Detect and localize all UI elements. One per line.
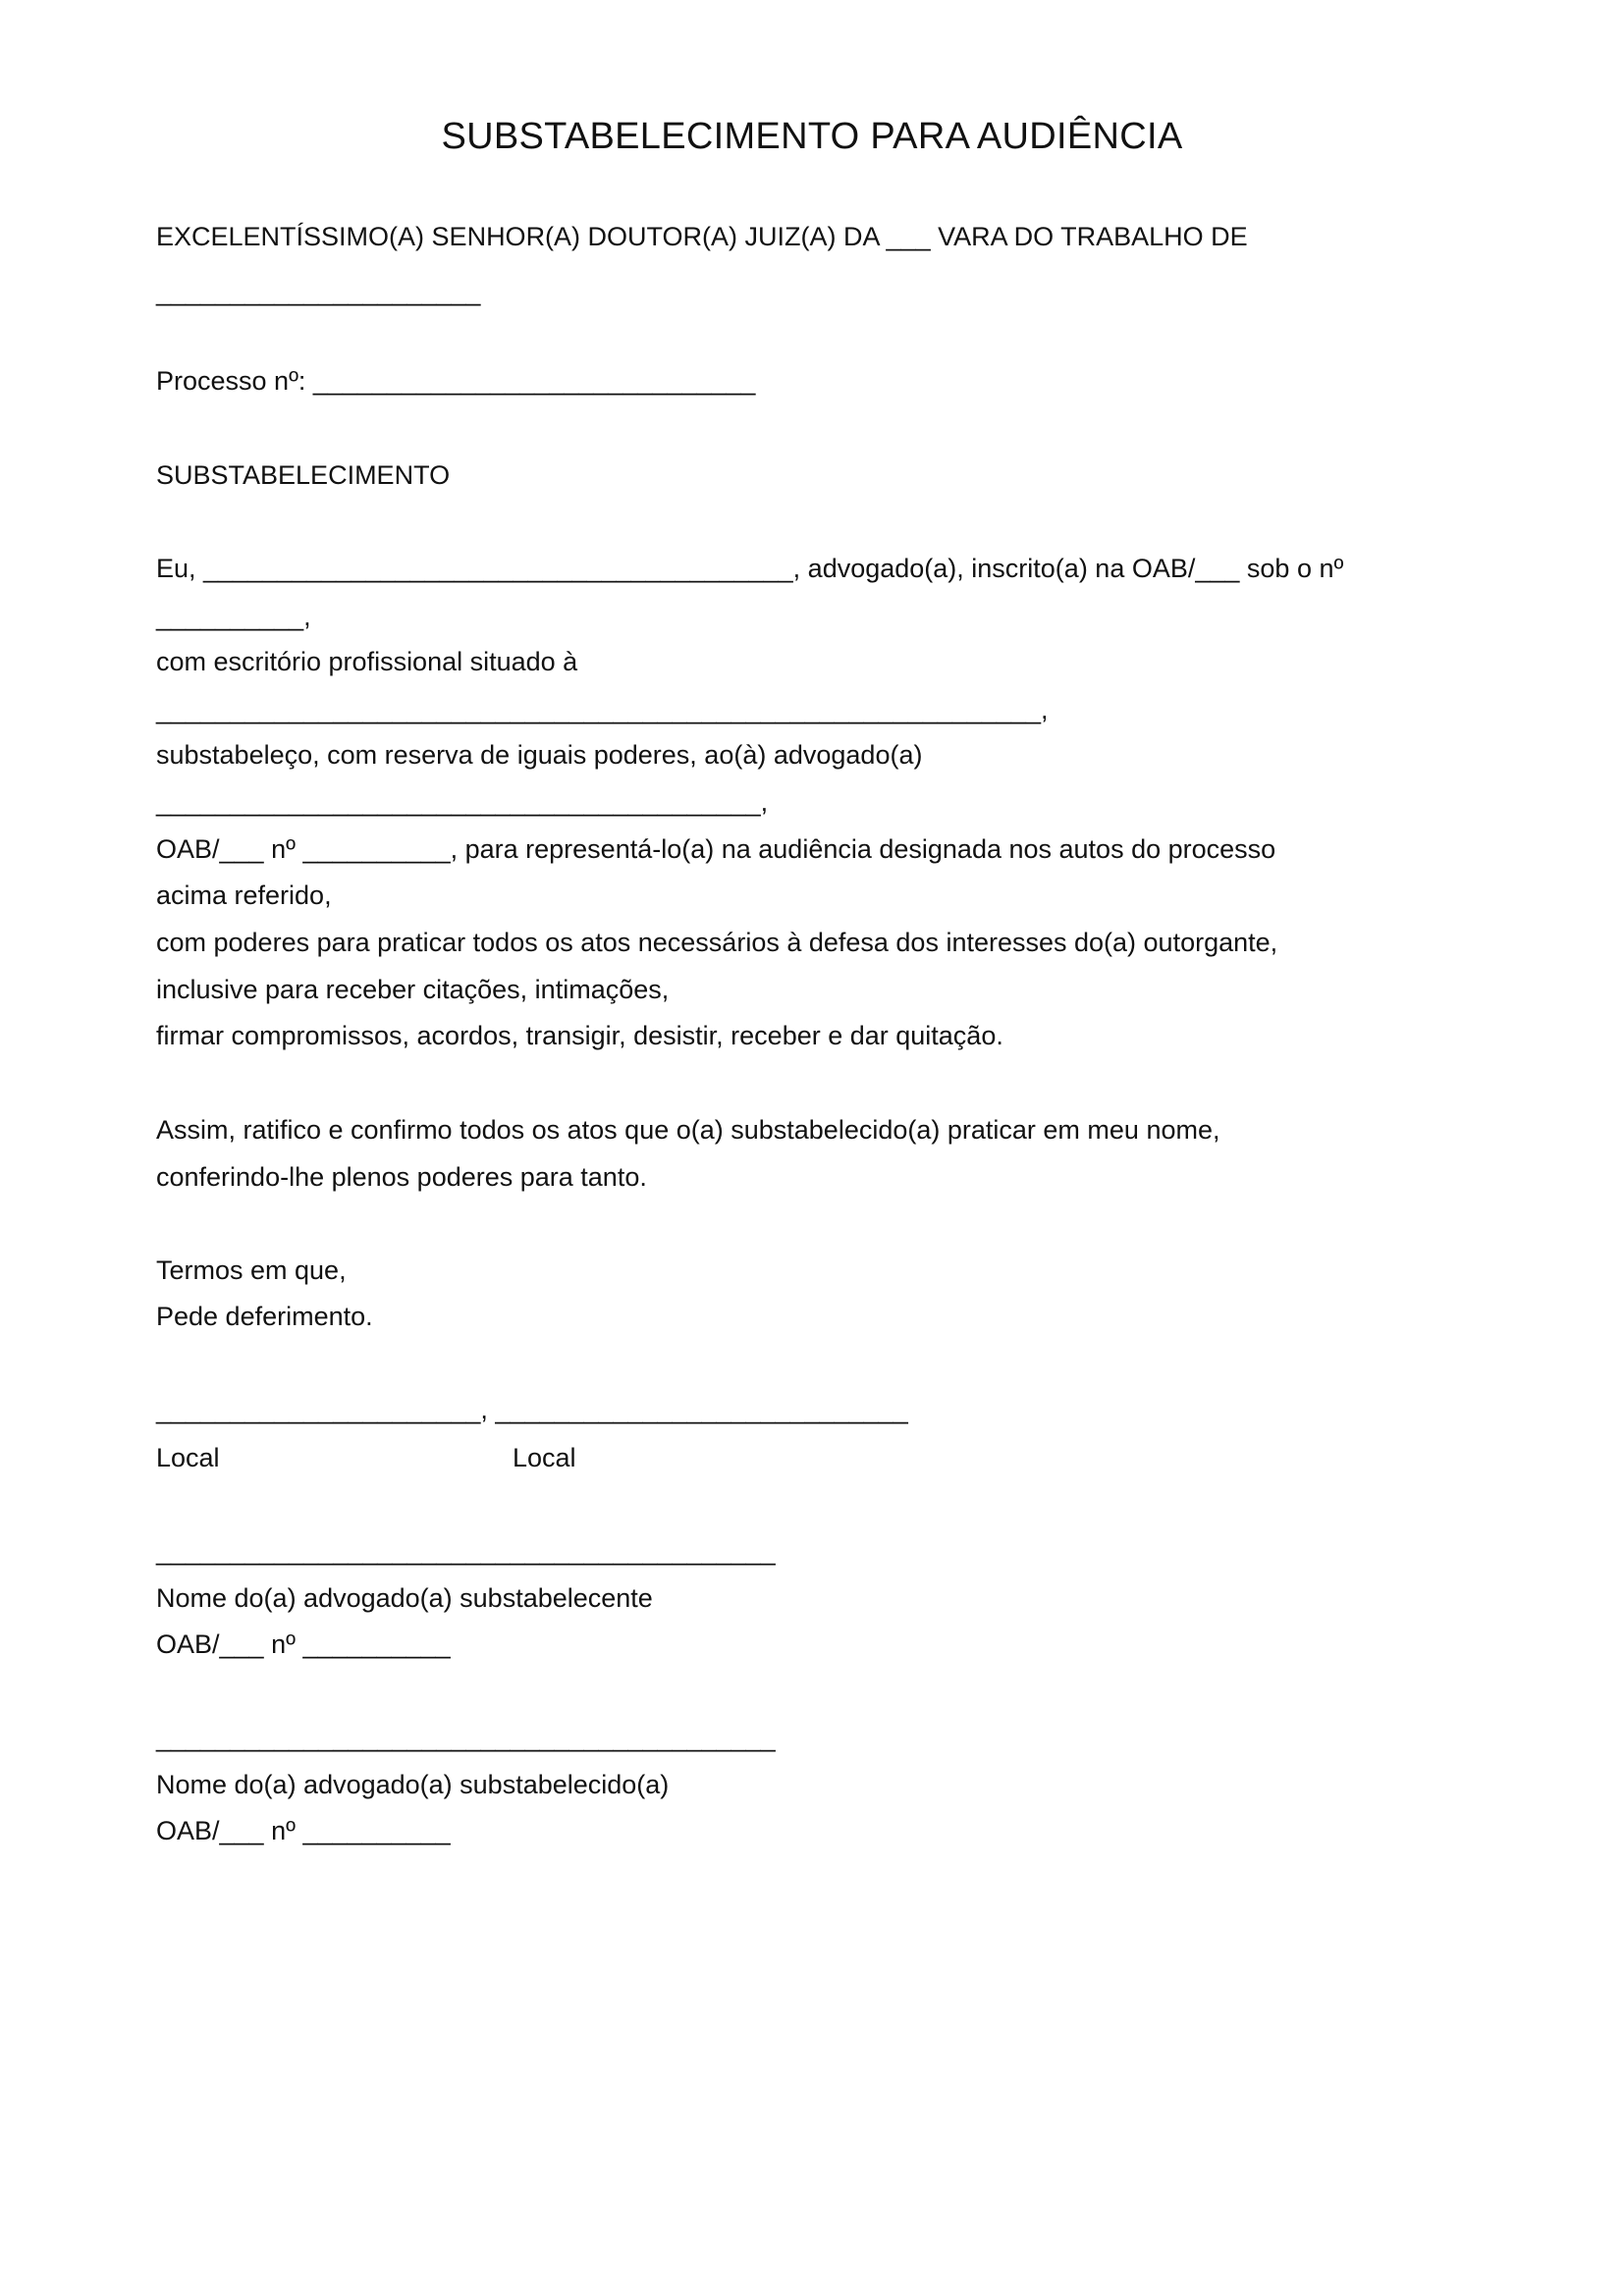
process-number-field: Processo nº: ______________________________	[156, 366, 756, 396]
body-line: _________________________________________,	[156, 787, 769, 817]
body-line: substabeleço, com reserva de iguais poderes, ao(à) advogado(a)	[156, 740, 923, 770]
signature-name-substabelecente: Nome do(a) advogado(a) substabelecente	[156, 1583, 653, 1613]
addressee-line: EXCELENTÍSSIMO(A) SENHOR(A) DOUTOR(A) JUIZ(A) DA ___ VARA DO TRABALHO DE	[156, 222, 1248, 251]
signature-oab-substabelecido: OAB/___ nº __________	[156, 1816, 451, 1845]
body-line: acima referido,	[156, 881, 332, 910]
body-line: com escritório profissional situado à	[156, 647, 578, 676]
signature-oab-substabelecente: OAB/___ nº __________	[156, 1629, 451, 1659]
body-line: OAB/___ nº __________, para representá-lo(a) na audiência designada nos autos do processo	[156, 834, 1276, 864]
ratification-line: conferindo-lhe plenos poderes para tanto.	[156, 1162, 647, 1192]
body-line: com poderes para praticar todos os atos necessários à defesa dos interesses do(a) outorgante,	[156, 928, 1278, 957]
body-line: inclusive para receber citações, intimações,	[156, 975, 670, 1004]
body-line: Eu, ________________________________________, advogado(a), inscrito(a) na OAB/___ sob o nº	[156, 554, 1344, 583]
body-line: __________,	[156, 602, 311, 631]
ratification-line: Assim, ratifico e confirmo todos os atos que o(a) substabelecido(a) praticar em meu nome,	[156, 1115, 1220, 1145]
signature-name-substabelecido: Nome do(a) advogado(a) substabelecido(a)	[156, 1770, 670, 1799]
addressee-blank-line: ______________________	[156, 277, 481, 306]
place-label: Local	[513, 1443, 576, 1472]
place-date-line: ______________________, ____________________________	[156, 1395, 908, 1424]
document-title: SUBSTABELECIMENTO PARA AUDIÊNCIA	[441, 116, 1183, 157]
signature-line-substabelecido: __________________________________________	[156, 1723, 776, 1752]
closing-line: Termos em que,	[156, 1255, 347, 1285]
closing-line: Pede deferimento.	[156, 1302, 373, 1331]
signature-line-substabelecente: __________________________________________	[156, 1536, 776, 1566]
place-label: Local	[156, 1443, 220, 1472]
body-line: firmar compromissos, acordos, transigir, desistir, receber e dar quitação.	[156, 1021, 1003, 1050]
body-line: ____________________________________________________________,	[156, 695, 1049, 724]
section-heading: SUBSTABELECIMENTO	[156, 460, 451, 490]
